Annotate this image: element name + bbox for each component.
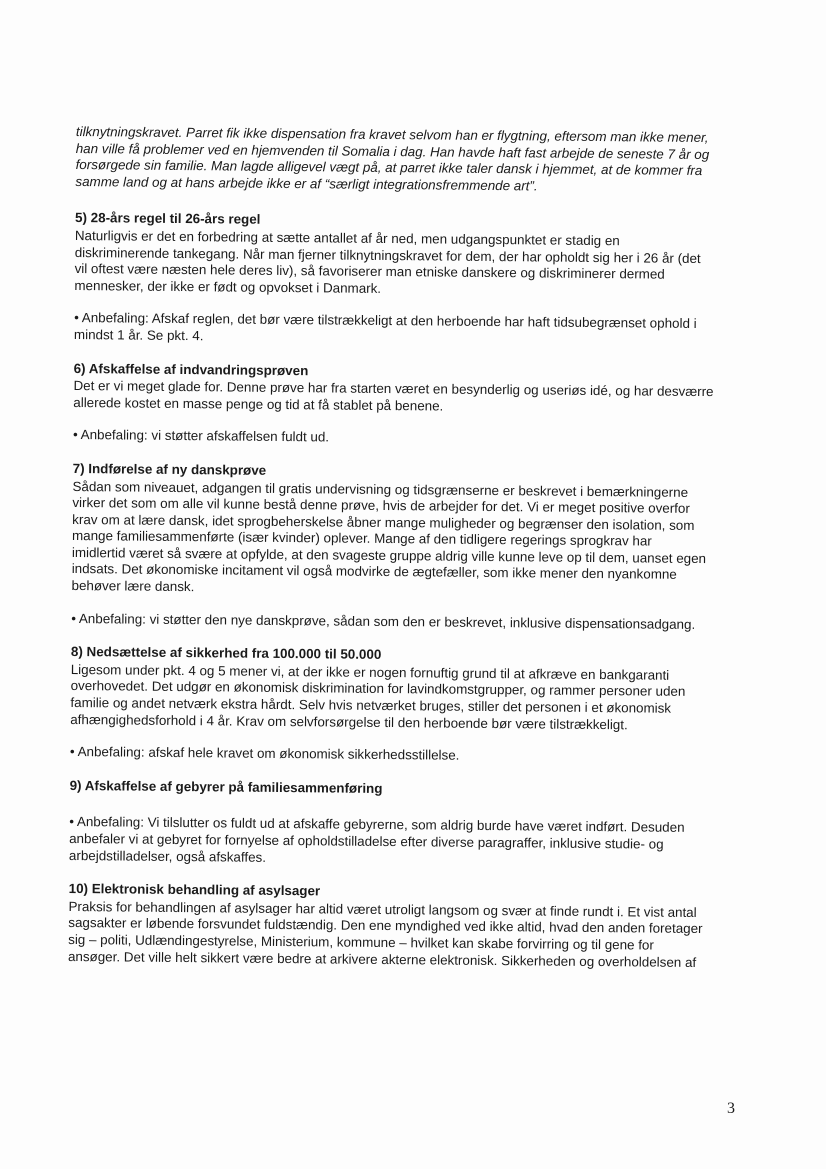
section-recommendation: • Anbefaling: afskaf hele kravet om økonomisk sikkerhedsstillelse.	[69, 744, 460, 763]
intro-paragraph: tilknytningskravet. Parret fik ikke dispensation fra kravet selvom han er flygtning, eftersom man ikke mener, han ville få problemer ved en hjemvenden til Somalia i dag. Han havde haft fast arbejde de seneste 7 år og forsørgede sin familie. Man lagde alligevel vægt på, at parret ikke taler dansk i hjemmet, at de kommer fra samme land og at hans arbejde ikke er af “særligt integrationsfremmende art”.	[75, 124, 710, 194]
section-body: Ligesom under pkt. 4 og 5 mener vi, at der ikke er nogen fornuftig grund til at afkræve en bankgaranti overhovedet. Det udgør en økonomisk diskrimination for lavindkomstgrupper, og rammer personer uden familie og andet netværk ekstra hårdt. Selv hvis netværket bruges, stiller det personen i et økonomisk afhængighedsforhold i 4 år. Krav om selvforsørgelse til den herboende bør være tilstrækkeligt.	[70, 661, 686, 732]
section-7	[71, 461, 738, 634]
section-recommendation: • Anbefaling: Vi tilslutter os fuldt ud at afskaffe gebyrerne, som aldrig burde have været indført. Desuden anbefaler vi at gebyret for fornyelse af opholdstilladelse efter diverse paragraffer, inklusive studie- og arbejdstilladelser, også afskaffes.	[68, 814, 685, 865]
section-heading: 8) Nedsættelse af sikkerhed fra 100.000 til 50.000	[70, 644, 382, 663]
section-body: Praksis for behandlingen af asylsager har altid været utroligt langsom og svær at finde rundt i. Et vist antal sagsakter er løbende forsvundet fuldstændig. Den ene myndighed ved ikke altid, hvad den anden foretager sig – politi, Udlændingestyrelse, Ministerium, kommune – hvilket kan skabe forvirring og til gene for ansøger. Det ville helt sikkert være bedre at arkivere akterne elektronisk. Sikkerheden og overholdelsen af	[67, 898, 703, 970]
section-8	[70, 644, 736, 767]
section-body: Sådan som niveauet, adgangen til gratis undervisning og tidsgrænserne er beskrevet i bemærkningerne virker det som om alle vil kunne bestå denne prøve, hvis de arbejder for det. Vi er meget positive overfor krav om at lære dansk, idet sprogbeherskelse åbner mange muligheder og begrænser den isolation, som mange familiesammenførte (især kvinder) oplever. Mange af den tidligere regerings sprogkrav har imidlertid været så svære at opfylde, at den svageste gruppe aldrig ville kunne leve op til dem, uanset egen indsats. Det økonomiske incitament vil også modvirke de ægtefæller, som ikke mener den nyankomne behøver lære dansk.	[71, 478, 707, 595]
section-10	[68, 881, 734, 971]
section-heading: 5) 28-års regel til 26-års regel	[75, 210, 261, 228]
section-heading: 9) Afskaffelse af gebyrer på familiesammenføring	[69, 777, 383, 796]
section-5	[74, 210, 740, 350]
page-number: 3	[727, 1100, 735, 1117]
section-body: Det er vi meget glade for. Denne prøve har fra starten været en besynderlig og useriøs idé, og har desværre allerede kostet en masse penge og tid at få stablet på benene.	[73, 378, 714, 414]
section-recommendation: • Anbefaling: vi støtter den nye danskprøve, sådan som den er beskrevet, inklusive dispensationsadgang.	[71, 610, 696, 632]
section-body: Naturligvis er det en forbedring at sætte antallet af år ned, men udgangspunktet er stadig en diskriminerende tankegang. Når man fjerner tilknytningskravet for dem, der har opholdt sig her i 26 år (det vil oftest være næsten hele deres liv), så favoriserer man etniske danskere og diskriminerer dermed mennesker, der ikke er født og opvokset i Danmark.	[74, 227, 701, 296]
section-heading: 7) Indførelse af ny danskprøve	[72, 460, 267, 478]
section-6	[73, 361, 739, 451]
page-content	[68, 124, 741, 989]
section-recommendation: • Anbefaling: Afskaf reglen, det bør være tilstrækkeligt at den herboende har haft tidsubegrænset ophold i mindst 1 år. Se pkt. 4.	[73, 310, 697, 344]
section-recommendation: • Anbefaling: vi støtter afskaffelsen fuldt ud.	[72, 427, 330, 445]
section-9	[69, 778, 735, 871]
section-heading: 10) Elektronisk behandling af asylsager	[68, 881, 321, 899]
section-heading: 6) Afskaffelse af indvandringsprøven	[73, 360, 309, 378]
